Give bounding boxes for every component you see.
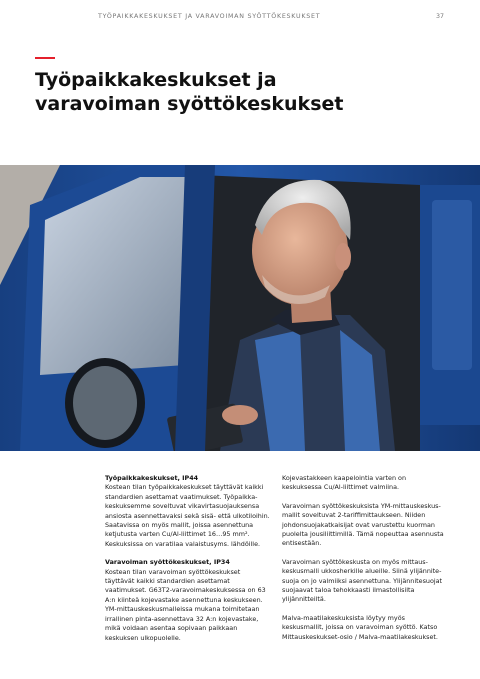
paragraph-cabling: Kojevastakkeen kaapelointia varten on keskuksessa Cu/Al-liittimet valmiina. bbox=[282, 474, 407, 492]
page-title bbox=[35, 68, 435, 116]
hero-photo bbox=[0, 165, 480, 451]
title-accent-bar bbox=[35, 57, 55, 59]
text-column-left bbox=[105, 474, 270, 652]
page-title-line-2: varavoiman syöttökeskukset bbox=[35, 93, 344, 115]
paragraph-malva-farm-centres: Malva-maatilakeskuksista löytyy myös keskusmallit, joissa on varavoiman syöttö. Katso Mittauskeskukset-osio / Malva-maatilakeskukset. bbox=[282, 613, 438, 641]
photo-illustration bbox=[0, 165, 480, 451]
paragraph-surge-protection: Varavoiman syöttökeskusta on myös mittauskeskusmalli ukkosherkille alueille. Siinä ylijännitesuoja on jo valmiiksi asennettuna. Ylijännitesuojat suojaavat taloa tehokkaasti ilmastollisilta ylijännitteiltä. bbox=[282, 557, 443, 604]
section-body-workplace-centres: Kostean tilan työpaikkakeskukset täyttävät kaikki standardien asettamat vaatimukset. Työpaikkakeskuksemme soveltuvat vikavirtasuojauksensa ansiosta asennettavaksi sekä sisä- että ulkotiloihin. Saatavissa on myös mallit, joissa asennettuna ketjutusta varten Cu/Al-liittimet 16…95 mm². Keskuksissa on varatilaa valaistusyms. lähdöille. bbox=[105, 483, 270, 548]
running-header: TYÖPAIKKAKESKUKSET JA VARAVOIMAN SYÖTTÖKESKUKSET bbox=[98, 13, 321, 20]
section-body-backup-power: Kostean tilan varavoiman syöttökeskukset täyttävät kaikki standardien asettamat vaatimukset. G63T2-varavoimakeskuksessa on 63 A:n kiinteä kojevastake asennettuna keskukseen. YM-mittauskeskusmalleissa mukana toimitetaan irrallinen pinta-asennettava 32 A:n kojevastake, mikä voidaan asentaa sopivaan paikkaan keskuksen ulkopuolelle. bbox=[105, 567, 266, 642]
page-number: 37 bbox=[435, 13, 444, 20]
text-column-right bbox=[282, 474, 447, 651]
page-title-line-1: Työpaikkakeskukset ja bbox=[35, 69, 277, 91]
section-heading-workplace-centres: Työpaikkakeskukset, IP44 bbox=[105, 474, 199, 482]
section-heading-backup-power: Varavoiman syöttökeskukset, IP34 bbox=[105, 558, 230, 567]
paragraph-tariff-metering: Varavoiman syöttökeskuksista YM-mittauskeskusmallit soveltuvat 2-tariffimittaukseen. Niiden johdonsuojakatkaisijat ovat varustettu kuorman puolelta jousiliittimillä. Tämä nopeuttaa asennusta entisestään. bbox=[282, 501, 444, 548]
